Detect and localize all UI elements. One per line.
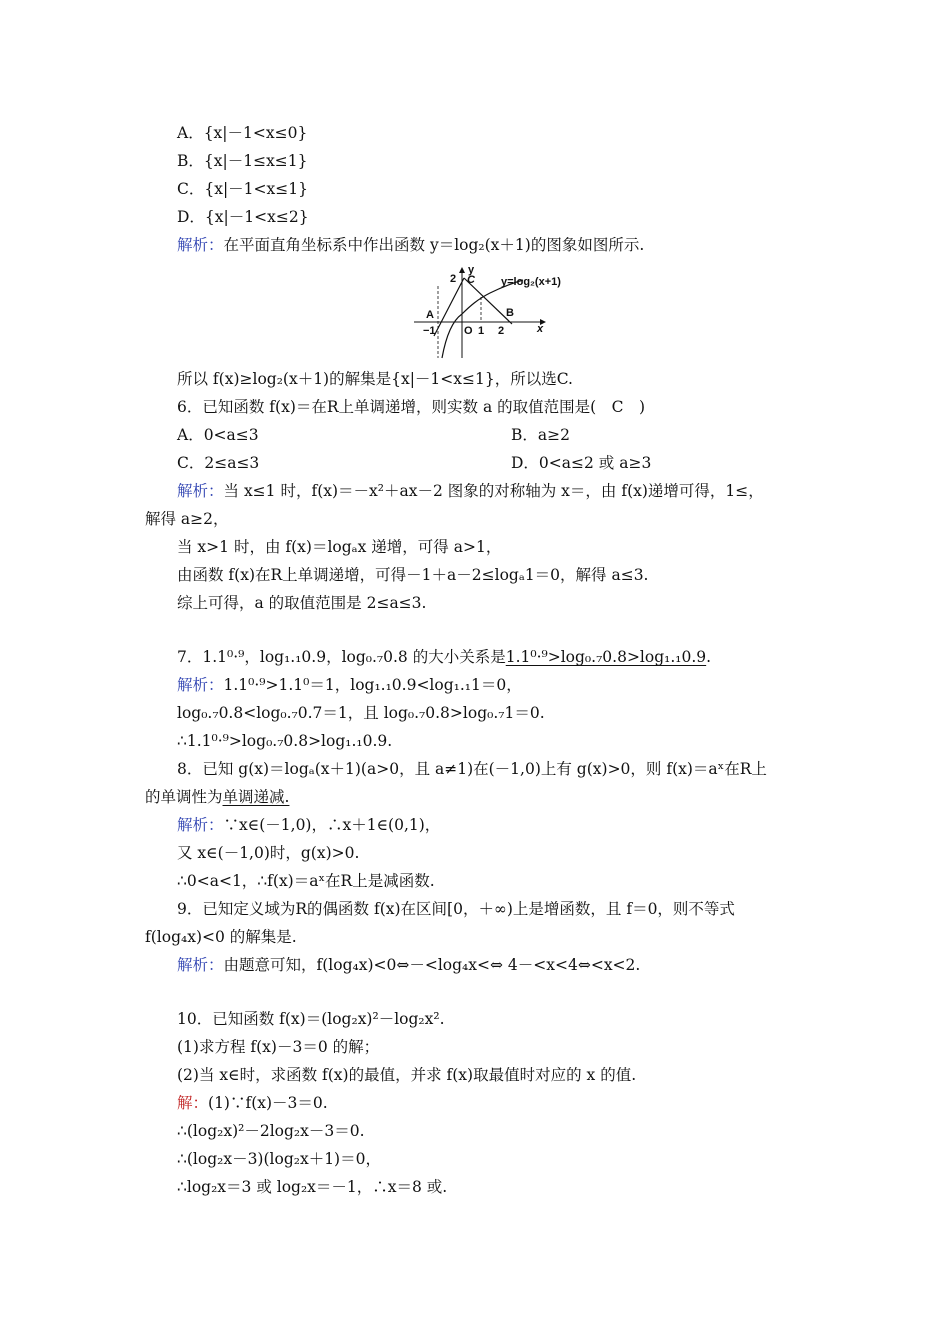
- q10-solution-2: ∴(log₂x)²－2log₂x－3＝0.: [177, 1122, 365, 1140]
- log-curve: [442, 280, 523, 358]
- q7-stem-end: .: [706, 648, 712, 666]
- q7-analysis-3: ∴1.1⁰·⁹>log₀.₇0.8>log₁.₁0.9.: [177, 732, 393, 750]
- q7-analysis-1: [177, 675, 522, 695]
- q8-analysis-3: ∴0<a<1，∴f(x)＝aˣ在R上是减函数.: [177, 872, 435, 890]
- label-c: C: [467, 274, 475, 286]
- label-curve: y=log₂(x+1): [501, 276, 561, 288]
- q6-stem: 6．已知函数 f(x)＝在R上单调递增，则实数 a 的取值范围是( C ): [177, 398, 646, 416]
- q6-analysis-1: [177, 481, 764, 501]
- label-2-y: 2: [450, 273, 457, 285]
- label-1: 1: [478, 325, 485, 337]
- option-d: D．{x|－1<x≤2}: [177, 208, 309, 226]
- label-y: y: [468, 264, 475, 276]
- option-c: C．{x|－1<x≤1}: [177, 180, 308, 198]
- analysis-label: 解析：: [177, 676, 224, 694]
- y-axis-arrow: [459, 267, 465, 273]
- analysis-text: ∵x∈(－1,0)，∴x＋1∈(0,1)，: [223, 816, 441, 834]
- analysis-text: 当 x≤1 时，f(x)＝－x²＋ax－2 图象的对称轴为 x＝，由 f(x)递增可得，1≤，: [223, 482, 764, 500]
- q8-stem-1: 8．已知 g(x)＝logₐ(x＋1)(a>0，且 a≠1)在(－1,0)上有 g(x)>0，则 f(x)＝aˣ在R上: [177, 760, 767, 778]
- q9-analysis-1: [177, 955, 640, 975]
- label-a: A: [426, 309, 434, 321]
- option-a: A．{x|－1<x≤0}: [177, 124, 308, 142]
- label-2-x: 2: [498, 325, 505, 337]
- analysis-label: 解析：: [177, 236, 224, 254]
- label-x: x: [537, 323, 544, 335]
- solution-label: 解：: [177, 1094, 209, 1112]
- q8-stem-2-text: 的单调性为: [145, 788, 223, 806]
- q6-option-d: D．0<a≤2 或 a≥3: [511, 454, 652, 472]
- q7-analysis-2: log₀.₇0.8<log₀.₇0.7＝1，且 log₀.₇0.8>log₀.₇1＝0.: [177, 704, 545, 722]
- q6-option-c: C．2≤a≤3: [177, 454, 260, 472]
- q6-analysis-4: 由函数 f(x)在R上单调递增，可得－1＋a－2≤logₐ1＝0，解得 a≤3.: [177, 566, 649, 584]
- q6-option-b: B．a≥2: [511, 426, 570, 444]
- q8-analysis-1: [177, 815, 440, 835]
- q10-stem: 10．已知函数 f(x)＝(log₂x)²－log₂x².: [177, 1010, 445, 1028]
- label-b: B: [506, 307, 514, 319]
- q6-analysis-2: 解得 a≥2，: [145, 510, 229, 528]
- q6-option-a: A．0<a≤3: [177, 426, 259, 444]
- analysis-label: 解析：: [177, 482, 224, 500]
- label-neg1: −1: [423, 325, 436, 337]
- log-function-graph: [408, 264, 561, 360]
- q9-stem-2: f(log₄x)<0 的解集是.: [145, 928, 297, 946]
- q10-part1: (1)求方程 f(x)－3＝0 的解；: [177, 1038, 380, 1056]
- q8-analysis-2: 又 x∈(－1,0)时，g(x)>0.: [177, 844, 360, 862]
- analysis-text: 由题意可知，f(log₄x)<0⇔－<log₄x<⇔ 4－<x<4⇔<x<2.: [223, 956, 641, 974]
- q10-solution-4: ∴log₂x＝3 或 log₂x＝－1，∴x＝8 或.: [177, 1178, 448, 1196]
- analysis-text: 1.1⁰·⁹>1.1⁰＝1，log₁.₁0.9<log₁.₁1＝0，: [223, 676, 522, 694]
- solution-text: (1)∵f(x)－3＝0.: [208, 1094, 328, 1112]
- analysis-text: 在平面直角坐标系中作出函数 y＝log₂(x＋1)的图象如图所示.: [223, 236, 645, 254]
- q8-stem-2: [145, 787, 289, 807]
- q5-analysis: [177, 235, 644, 255]
- q10-solution-3: ∴(log₂x－3)(log₂x＋1)＝0，: [177, 1150, 381, 1168]
- q6-analysis-5: 综上可得，a 的取值范围是 2≤a≤3.: [177, 594, 427, 612]
- q7-stem: [177, 647, 711, 667]
- analysis-label: 解析：: [177, 956, 224, 974]
- q5-conclusion: 所以 f(x)≥log₂(x＋1)的解集是{x|－1<x≤1}，所以选C.: [177, 370, 573, 388]
- label-o: O: [464, 325, 473, 337]
- q7-stem-text: 7．1.1⁰·⁹，log₁.₁0.9，log₀.₇0.8 的大小关系是: [177, 648, 506, 666]
- analysis-label: 解析：: [177, 816, 224, 834]
- q9-stem-1: 9．已知定义域为R的偶函数 f(x)在区间[0，＋∞)上是增函数，且 f＝0，则不等式: [177, 900, 735, 918]
- line-ac: [434, 278, 464, 336]
- q10-solution-1: [177, 1093, 328, 1113]
- option-b: B．{x|－1≤x≤1}: [177, 152, 308, 170]
- q7-answer: 1.1⁰·⁹>log₀.₇0.8>log₁.₁0.9: [505, 648, 707, 666]
- q10-part2: (2)当 x∈时，求函数 f(x)的最值，并求 f(x)取最值时对应的 x 的值.: [177, 1066, 637, 1084]
- q8-answer: 单调递减.: [222, 788, 290, 806]
- q6-analysis-3: 当 x>1 时，由 f(x)＝logₐx 递增，可得 a>1，: [177, 538, 502, 556]
